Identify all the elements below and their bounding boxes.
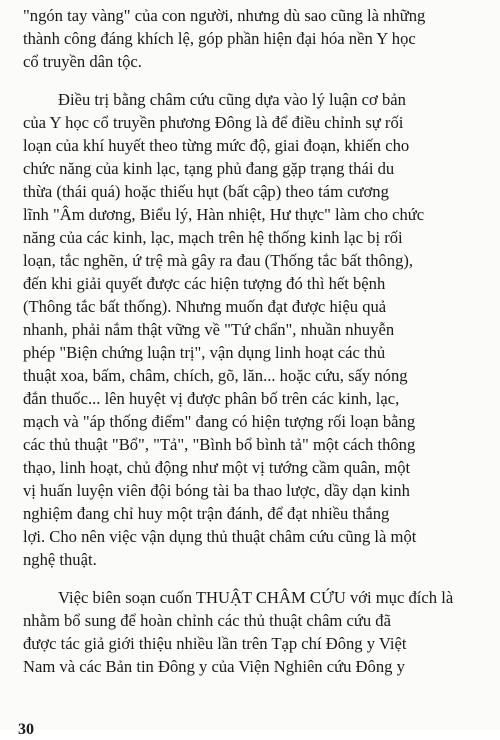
- text-line: của Y học cổ truyền phương Đông là để điều chỉnh sự rối: [23, 113, 404, 132]
- text-line: đắn thuốc... lên huyệt vị được phân bố trên các kinh, lạc,: [23, 389, 400, 408]
- text-line: thuật xoa, bấm, châm, chích, gõ, lăn... hoặc cứu, sấy nóng: [23, 366, 408, 385]
- text-line: loạn, tắc nghẽn, ứ trệ mà gây ra đau (Thống tắc bất thông),: [23, 251, 414, 270]
- text-line: nghiệm đang chỉ huy một trận đánh, để đạt nhiều thắng: [23, 504, 390, 523]
- text-line: năng của các kinh, lạc, mạch trên hệ thống kinh lạc bị rối: [23, 228, 403, 247]
- text-line: lĩnh "Âm dương, Biểu lý, Hàn nhiệt, Hư thực" làm cho chức: [23, 205, 425, 224]
- text-line: (Thông tắc bất thống). Nhưng muốn đạt được hiệu quả: [23, 297, 387, 316]
- text-line: mạch và "áp thống điểm" đang có hiện tượng rối loạn bằng: [23, 412, 416, 431]
- text-line: Nam và các Bản tin Đông y của Viện Nghiên cứu Đông y: [23, 657, 405, 676]
- text-line: Điều trị bằng châm cứu cũng dựa vào lý luận cơ bản: [58, 90, 406, 109]
- text-line: thành công đáng khích lệ, góp phần hiện đại hóa nền Y học: [23, 29, 416, 48]
- text-line: lợi. Cho nên việc vận dụng thủ thuật châm cứu cũng là một: [23, 527, 417, 546]
- text-line: "ngón tay vàng" của con người, nhưng dù sao cũng là những: [23, 6, 426, 25]
- text-line: vị huấn luyện viên đội bóng tài ba thao lược, dầy dạn kinh: [23, 481, 410, 500]
- text-line: các thủ thuật "Bổ", "Tả", "Bình bổ bình tả" một cách thông: [23, 435, 416, 454]
- text-line: Việc biên soạn cuốn THUẬT CHÂM CỨU với mục đích là: [58, 588, 454, 607]
- text-line: phép "Biện chứng luận trị", vận dụng linh hoạt các thủ: [23, 343, 386, 362]
- text-line: loạn của khí huyết theo từng mức độ, giai đoạn, khiến cho: [23, 136, 410, 155]
- text-line: được tác giả giới thiệu nhiều lần trên Tạp chí Đông y Việt: [23, 634, 407, 653]
- text-line: đến khi giải quyết được các hiện tượng đó thì hết bệnh: [23, 274, 386, 293]
- text-line: nhanh, phải nắm thật vững về "Tứ chẩn", nhuần nhuyễn: [23, 320, 395, 339]
- text-line: thạo, linh hoạt, chủ động như một vị tướng cầm quân, một: [23, 458, 411, 477]
- page-number: 30: [18, 721, 34, 738]
- text-line: nhằm bổ sung để hoàn chỉnh các thủ thuật châm cứu đã: [23, 611, 391, 630]
- text-line: thừa (thái quá) hoặc thiếu hụt (bất cập) theo tám cương: [23, 182, 389, 201]
- text-line: chức năng của kinh lạc, tạng phủ đang gặp trạng thái du: [23, 159, 395, 178]
- text-line: nghệ thuật.: [23, 550, 97, 569]
- text-line: cổ truyền dân tộc.: [23, 52, 142, 71]
